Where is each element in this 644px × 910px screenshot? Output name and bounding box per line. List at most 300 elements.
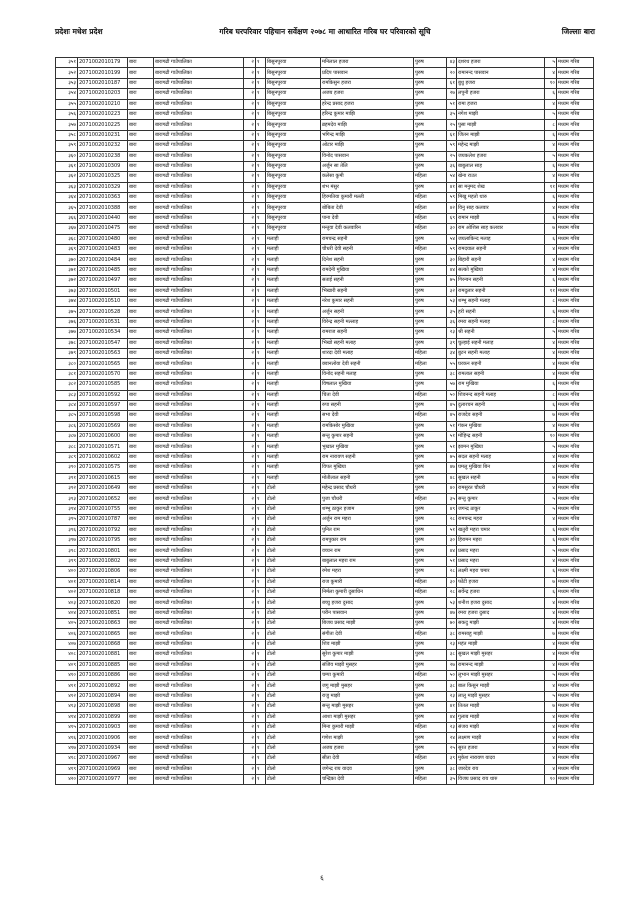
household-id-cell: 2071002010814: [78, 577, 128, 587]
household-id-cell: 2071002010497: [78, 276, 128, 286]
household-id-cell: 2071002010531: [78, 317, 128, 327]
district-cell: बारा: [128, 245, 154, 255]
family-size-cell: ४: [545, 99, 557, 109]
municipality-cell: बारागढी गाउँपालिका: [154, 224, 244, 234]
ward-cell: २: [244, 161, 256, 171]
guardian-name-cell: जारदेव राय: [457, 764, 545, 774]
ward-number-cell: १: [256, 99, 266, 109]
ward-cell: २: [244, 265, 256, 275]
table-row: [56, 203, 594, 213]
serial-cell: ३९९: [56, 556, 78, 566]
serial-cell: ३७४: [56, 296, 78, 306]
gender-cell: महिला: [414, 494, 447, 504]
district-cell: बारा: [128, 712, 154, 722]
ward-cell: २: [244, 754, 256, 764]
village-cell: टोलो: [266, 546, 321, 556]
name-cell: अजय हजरा: [321, 89, 414, 99]
name-cell: रमेश महरा: [321, 567, 414, 577]
age-cell: ४१: [447, 182, 457, 192]
village-cell: टोलो: [266, 484, 321, 494]
gender-cell: पुरुष: [414, 660, 447, 670]
ward-cell: २: [244, 234, 256, 244]
name-cell: भुखाल मुखिया: [321, 442, 414, 452]
age-cell: ३९: [447, 754, 457, 764]
guardian-name-cell: खेना राउत: [457, 172, 545, 182]
village-cell: मलाही: [266, 317, 321, 327]
municipality-cell: बारागढी गाउँपालिका: [154, 265, 244, 275]
category-cell: मध्यम गरिब: [557, 120, 594, 130]
guardian-name-cell: रामानन्द माझी: [457, 660, 545, 670]
district-cell: बारा: [128, 577, 154, 587]
municipality-cell: बारागढी गाउँपालिका: [154, 463, 244, 473]
municipality-cell: बारागढी गाउँपालिका: [154, 68, 244, 78]
category-cell: मध्यम गरिब: [557, 317, 594, 327]
family-size-cell: ४: [545, 359, 557, 369]
family-size-cell: ११: [545, 286, 557, 296]
category-cell: मध्यम गरिब: [557, 556, 594, 566]
name-cell: चिता देवी: [321, 390, 414, 400]
ward-cell: २: [244, 504, 256, 514]
village-cell: बिसुनपुरवा: [266, 99, 321, 109]
village-cell: मलाही: [266, 452, 321, 462]
household-id-cell: 2071002010534: [78, 328, 128, 338]
table-row: [56, 151, 594, 161]
name-cell: ओटार माझि: [321, 141, 414, 151]
district-cell: बारा: [128, 296, 154, 306]
family-size-cell: ६: [545, 535, 557, 545]
family-size-cell: ४: [545, 463, 557, 473]
name-cell: जगु माझी मुसहर: [321, 681, 414, 691]
ward-number-cell: १: [256, 556, 266, 566]
ward-number-cell: १: [256, 442, 266, 452]
table-row: [56, 608, 594, 618]
serial-cell: ४११: [56, 681, 78, 691]
ward-number-cell: १: [256, 296, 266, 306]
gender-cell: पुरुष: [414, 328, 447, 338]
municipality-cell: बारागढी गाउँपालिका: [154, 556, 244, 566]
category-cell: मध्यम गरिब: [557, 733, 594, 743]
family-size-cell: ४: [545, 68, 557, 78]
guardian-name-cell: गुलाब माझी: [457, 712, 545, 722]
name-cell: सीता देवी: [321, 754, 414, 764]
age-cell: २३: [447, 691, 457, 701]
municipality-cell: बारागढी गाउँपालिका: [154, 587, 244, 597]
village-cell: बिसुनपुरवा: [266, 120, 321, 130]
table-row: [56, 265, 594, 275]
category-cell: मध्यम गरिब: [557, 348, 594, 358]
category-cell: मध्यम गरिब: [557, 328, 594, 338]
category-cell: मध्यम गरिब: [557, 99, 594, 109]
family-size-cell: ४: [545, 172, 557, 182]
serial-cell: ३९८: [56, 546, 78, 556]
municipality-cell: बारागढी गाउँपालिका: [154, 671, 244, 681]
village-cell: टोलो: [266, 650, 321, 660]
family-size-cell: ७: [545, 577, 557, 587]
table-row: [56, 296, 594, 306]
gender-cell: पुरुष: [414, 473, 447, 483]
village-cell: मलाही: [266, 255, 321, 265]
ward-cell: २: [244, 525, 256, 535]
family-size-cell: १०: [545, 774, 557, 784]
name-cell: अजय हजरा: [321, 743, 414, 753]
serial-cell: ३८७: [56, 432, 78, 442]
category-cell: मध्यम गरिब: [557, 774, 594, 784]
name-cell: हिरमतिया कुमारी मल्ली: [321, 193, 414, 203]
table-row: [56, 338, 594, 348]
gender-cell: महिला: [414, 754, 447, 764]
serial-cell: ३६४: [56, 193, 78, 203]
serial-cell: ३८१: [56, 369, 78, 379]
name-cell: रामदेनी मुखिया: [321, 265, 414, 275]
serial-cell: ३५९: [56, 141, 78, 151]
municipality-cell: बारागढी गाउँपालिका: [154, 234, 244, 244]
village-cell: टोलो: [266, 660, 321, 670]
district-cell: बारा: [128, 567, 154, 577]
ward-number-cell: १: [256, 535, 266, 545]
household-id-cell: 2071002010868: [78, 639, 128, 649]
district-cell: बारा: [128, 99, 154, 109]
table-row: [56, 276, 594, 286]
ward-cell: २: [244, 78, 256, 88]
gender-cell: पुरुष: [414, 161, 447, 171]
gender-cell: पुरुष: [414, 255, 447, 265]
municipality-cell: बारागढी गाउँपालिका: [154, 359, 244, 369]
gender-cell: महिला: [414, 172, 447, 182]
village-cell: मलाही: [266, 328, 321, 338]
municipality-cell: बारागढी गाउँपालिका: [154, 473, 244, 483]
district-cell: बारा: [128, 307, 154, 317]
gender-cell: पुरुष: [414, 380, 447, 390]
gender-cell: महिला: [414, 213, 447, 223]
district-cell: बारा: [128, 774, 154, 784]
family-size-cell: ४: [545, 369, 557, 379]
ward-number-cell: १: [256, 255, 266, 265]
family-size-cell: ४: [545, 619, 557, 629]
category-cell: मध्यम गरिब: [557, 494, 594, 504]
family-size-cell: ४: [545, 484, 557, 494]
municipality-cell: बारागढी गाउँपालिका: [154, 712, 244, 722]
serial-cell: ३५७: [56, 120, 78, 130]
municipality-cell: बारागढी गाउँपालिका: [154, 515, 244, 525]
district-cell: बारा: [128, 421, 154, 431]
household-id-cell: 2071002010801: [78, 546, 128, 556]
ward-number-cell: १: [256, 639, 266, 649]
name-cell: भिखारी सहनी: [321, 286, 414, 296]
guardian-name-cell: बाबुलाल साह: [457, 161, 545, 171]
district-cell: बारा: [128, 203, 154, 213]
category-cell: मध्यम गरिब: [557, 359, 594, 369]
name-cell: चम्पा कुमारी: [321, 671, 414, 681]
district-cell: बारा: [128, 546, 154, 556]
district-cell: बारा: [128, 754, 154, 764]
household-id-cell: 2071002010570: [78, 369, 128, 379]
household-id-cell: 2071002010649: [78, 484, 128, 494]
household-id-cell: 2071002010571: [78, 442, 128, 452]
serial-cell: ३७२: [56, 276, 78, 286]
category-cell: मध्यम गरिब: [557, 400, 594, 410]
municipality-cell: बारागढी गाउँपालिका: [154, 598, 244, 608]
ward-cell: २: [244, 58, 256, 68]
name-cell: गणेश माझी: [321, 733, 414, 743]
family-size-cell: ६: [545, 234, 557, 244]
gender-cell: पुरुष: [414, 58, 447, 68]
serial-cell: ३९४: [56, 504, 78, 514]
ward-number-cell: १: [256, 161, 266, 171]
family-size-cell: ६: [545, 89, 557, 99]
family-size-cell: ८: [545, 296, 557, 306]
gender-cell: पुरुष: [414, 650, 447, 660]
category-cell: मध्यम गरिब: [557, 421, 594, 431]
name-cell: शारदा देवी मलाह: [321, 348, 414, 358]
age-cell: २४: [447, 733, 457, 743]
village-cell: बिसुनपुरवा: [266, 203, 321, 213]
ward-number-cell: १: [256, 691, 266, 701]
ward-number-cell: १: [256, 764, 266, 774]
ward-number-cell: १: [256, 463, 266, 473]
district-cell: बारा: [128, 400, 154, 410]
ward-cell: २: [244, 432, 256, 442]
table-row: [56, 224, 594, 234]
municipality-cell: बारागढी गाउँपालिका: [154, 317, 244, 327]
district-cell: बारा: [128, 348, 154, 358]
household-id-cell: 2071002010969: [78, 764, 128, 774]
municipality-cell: बारागढी गाउँपालिका: [154, 78, 244, 88]
age-cell: ३०: [447, 535, 457, 545]
gender-cell: महिला: [414, 348, 447, 358]
age-cell: ३०: [447, 224, 457, 234]
name-cell: मनिलाल हजरा: [321, 58, 414, 68]
municipality-cell: बारागढी गाउँपालिका: [154, 400, 244, 410]
age-cell: ३५: [447, 307, 457, 317]
table-row: [56, 421, 594, 431]
serial-cell: ३८६: [56, 421, 78, 431]
village-cell: मलाही: [266, 400, 321, 410]
serial-cell: ४०२: [56, 587, 78, 597]
name-cell: अर्जुन राम महरा: [321, 515, 414, 525]
name-cell: भगिन्द्र माझि: [321, 130, 414, 140]
category-cell: मध्यम गरिब: [557, 660, 594, 670]
guardian-name-cell: गंकन मुखिया: [457, 421, 545, 431]
household-id-cell: 2071002010199: [78, 68, 128, 78]
ward-number-cell: १: [256, 276, 266, 286]
table-row: [56, 307, 594, 317]
village-cell: मलाही: [266, 307, 321, 317]
age-cell: ३८: [447, 650, 457, 660]
gender-cell: पुरुष: [414, 525, 447, 535]
district-cell: बारा: [128, 733, 154, 743]
ward-cell: २: [244, 774, 256, 784]
district-cell: बारा: [128, 411, 154, 421]
name-cell: कलेसा कुमी: [321, 172, 414, 182]
serial-cell: ३५४: [56, 89, 78, 99]
category-cell: मध्यम गरिब: [557, 619, 594, 629]
municipality-cell: बारागढी गाउँपालिका: [154, 743, 244, 753]
guardian-name-cell: दशरथ हजरा: [457, 58, 545, 68]
ward-cell: २: [244, 494, 256, 504]
category-cell: मध्यम गरिब: [557, 213, 594, 223]
village-cell: बिसुनपुरवा: [266, 89, 321, 99]
ward-number-cell: १: [256, 286, 266, 296]
municipality-cell: बारागढी गाउँपालिका: [154, 120, 244, 130]
ward-number-cell: १: [256, 525, 266, 535]
gender-cell: महिला: [414, 629, 447, 639]
municipality-cell: बारागढी गाउँपालिका: [154, 151, 244, 161]
table-row: [56, 712, 594, 722]
serial-cell: ३५१: [56, 58, 78, 68]
ward-number-cell: १: [256, 733, 266, 743]
serial-cell: ३६७: [56, 224, 78, 234]
village-cell: मलाही: [266, 390, 321, 400]
municipality-cell: बारागढी गाउँपालिका: [154, 203, 244, 213]
age-cell: ५१: [447, 525, 457, 535]
table-row: [56, 598, 594, 608]
age-cell: ३८: [447, 681, 457, 691]
household-id-cell: 2071002010885: [78, 660, 128, 670]
district-cell: बारा: [128, 276, 154, 286]
ward-cell: २: [244, 639, 256, 649]
family-size-cell: ७: [545, 473, 557, 483]
category-cell: मध्यम गरिब: [557, 369, 594, 379]
name-cell: चन्द्रिका देवी: [321, 774, 414, 784]
name-cell: रामराज सहनी: [321, 328, 414, 338]
household-id-cell: 2071002010203: [78, 89, 128, 99]
household-id-cell: 2071002010238: [78, 151, 128, 161]
guardian-name-cell: रामानन्द पासवान: [457, 68, 545, 78]
gender-cell: पुरुष: [414, 463, 447, 473]
age-cell: २३: [447, 723, 457, 733]
serial-cell: ३९१: [56, 473, 78, 483]
ward-cell: २: [244, 400, 256, 410]
name-cell: वच्चन राम: [321, 546, 414, 556]
household-id-cell: 2071002010906: [78, 733, 128, 743]
household-id-cell: 2071002010892: [78, 681, 128, 691]
serial-cell: ३६८: [56, 234, 78, 244]
ward-cell: २: [244, 120, 256, 130]
guardian-name-cell: महंत माझी: [457, 639, 545, 649]
family-size-cell: ८: [545, 317, 557, 327]
category-cell: मध्यम गरिब: [557, 473, 594, 483]
village-cell: मलाही: [266, 463, 321, 473]
ward-number-cell: १: [256, 359, 266, 369]
category-cell: मध्यम गरिब: [557, 567, 594, 577]
ward-number-cell: १: [256, 702, 266, 712]
name-cell: हरिन्द्र कुमार माझि: [321, 109, 414, 119]
serial-cell: ४१७: [56, 743, 78, 753]
ward-cell: २: [244, 286, 256, 296]
category-cell: मध्यम गरिब: [557, 141, 594, 151]
guardian-name-cell: शनीश हजरा दुसाद: [457, 598, 545, 608]
age-cell: २०: [447, 68, 457, 78]
municipality-cell: बारागढी गाउँपालिका: [154, 411, 244, 421]
serial-cell: ४१३: [56, 702, 78, 712]
ward-cell: २: [244, 141, 256, 151]
age-cell: ५१: [447, 421, 457, 431]
ward-cell: २: [244, 671, 256, 681]
village-cell: टोलो: [266, 567, 321, 577]
table-row: [56, 473, 594, 483]
guardian-name-cell: जितन माझी: [457, 130, 545, 140]
age-cell: ५१: [447, 556, 457, 566]
gender-cell: महिला: [414, 390, 447, 400]
ward-number-cell: १: [256, 265, 266, 275]
serial-cell: ३९५: [56, 515, 78, 525]
name-cell: पुजा चौधरी: [321, 494, 414, 504]
household-id-cell: 2071002010585: [78, 380, 128, 390]
family-size-cell: ६: [545, 587, 557, 597]
guardian-name-cell: रमरा हजरा दुसाद: [457, 608, 545, 618]
guardian-name-cell: रामलाल सहनी: [457, 369, 545, 379]
gender-cell: महिला: [414, 577, 447, 587]
table-row: [56, 442, 594, 452]
gender-cell: पुरुष: [414, 99, 447, 109]
guardian-name-cell: हरी सहनी: [457, 307, 545, 317]
municipality-cell: बारागढी गाउँपालिका: [154, 161, 244, 171]
ward-cell: २: [244, 556, 256, 566]
district-cell: बारा: [128, 317, 154, 327]
village-cell: मलाही: [266, 380, 321, 390]
serial-cell: ३५५: [56, 99, 78, 109]
name-cell: अर्जुन सा तेलि: [321, 161, 414, 171]
table-row: [56, 484, 594, 494]
serial-cell: ३८३: [56, 390, 78, 400]
serial-cell: ४०८: [56, 650, 78, 660]
household-id-cell: 2071002010615: [78, 473, 128, 483]
district-cell: बारा: [128, 629, 154, 639]
table-row: [56, 286, 594, 296]
family-size-cell: ४: [545, 712, 557, 722]
category-cell: मध्यम गरिब: [557, 639, 594, 649]
municipality-cell: बारागढी गाउँपालिका: [154, 286, 244, 296]
household-id-cell: 2071002010934: [78, 743, 128, 753]
category-cell: मध्यम गरिब: [557, 681, 594, 691]
ward-number-cell: १: [256, 182, 266, 192]
ward-cell: २: [244, 442, 256, 452]
category-cell: मध्यम गरिब: [557, 432, 594, 442]
serial-cell: ४०९: [56, 660, 78, 670]
name-cell: सुरेश कुमार माझी: [321, 650, 414, 660]
village-cell: टोलो: [266, 608, 321, 618]
household-id-cell: 2071002010187: [78, 78, 128, 88]
serial-cell: ४०६: [56, 629, 78, 639]
serial-cell: ४१४: [56, 712, 78, 722]
name-cell: दिनेश सहनी: [321, 255, 414, 265]
ward-number-cell: १: [256, 120, 266, 130]
age-cell: ५०: [447, 390, 457, 400]
gender-cell: पुरुष: [414, 130, 447, 140]
name-cell: निर्मला कुमारी दुसाधिन: [321, 587, 414, 597]
ward-number-cell: १: [256, 473, 266, 483]
gender-cell: पुरुष: [414, 109, 447, 119]
gender-cell: पुरुष: [414, 276, 447, 286]
table-row: [56, 639, 594, 649]
guardian-name-cell: राम ओशिस साह कलवार: [457, 224, 545, 234]
age-cell: ४५: [447, 400, 457, 410]
gender-cell: महिला: [414, 774, 447, 784]
age-cell: ५३: [447, 296, 457, 306]
household-id-cell: 2071002010652: [78, 494, 128, 504]
serial-cell: ३८८: [56, 442, 78, 452]
serial-cell: ४१८: [56, 754, 78, 764]
municipality-cell: बारागढी गाउँपालिका: [154, 629, 244, 639]
category-cell: मध्यम गरिब: [557, 546, 594, 556]
district-cell: बारा: [128, 390, 154, 400]
serial-cell: ४०४: [56, 608, 78, 618]
ward-cell: २: [244, 452, 256, 462]
district-cell: बारा: [128, 78, 154, 88]
table-row: [56, 245, 594, 255]
guardian-name-cell: प्रसाद महरा: [457, 546, 545, 556]
category-cell: मध्यम गरिब: [557, 78, 594, 88]
